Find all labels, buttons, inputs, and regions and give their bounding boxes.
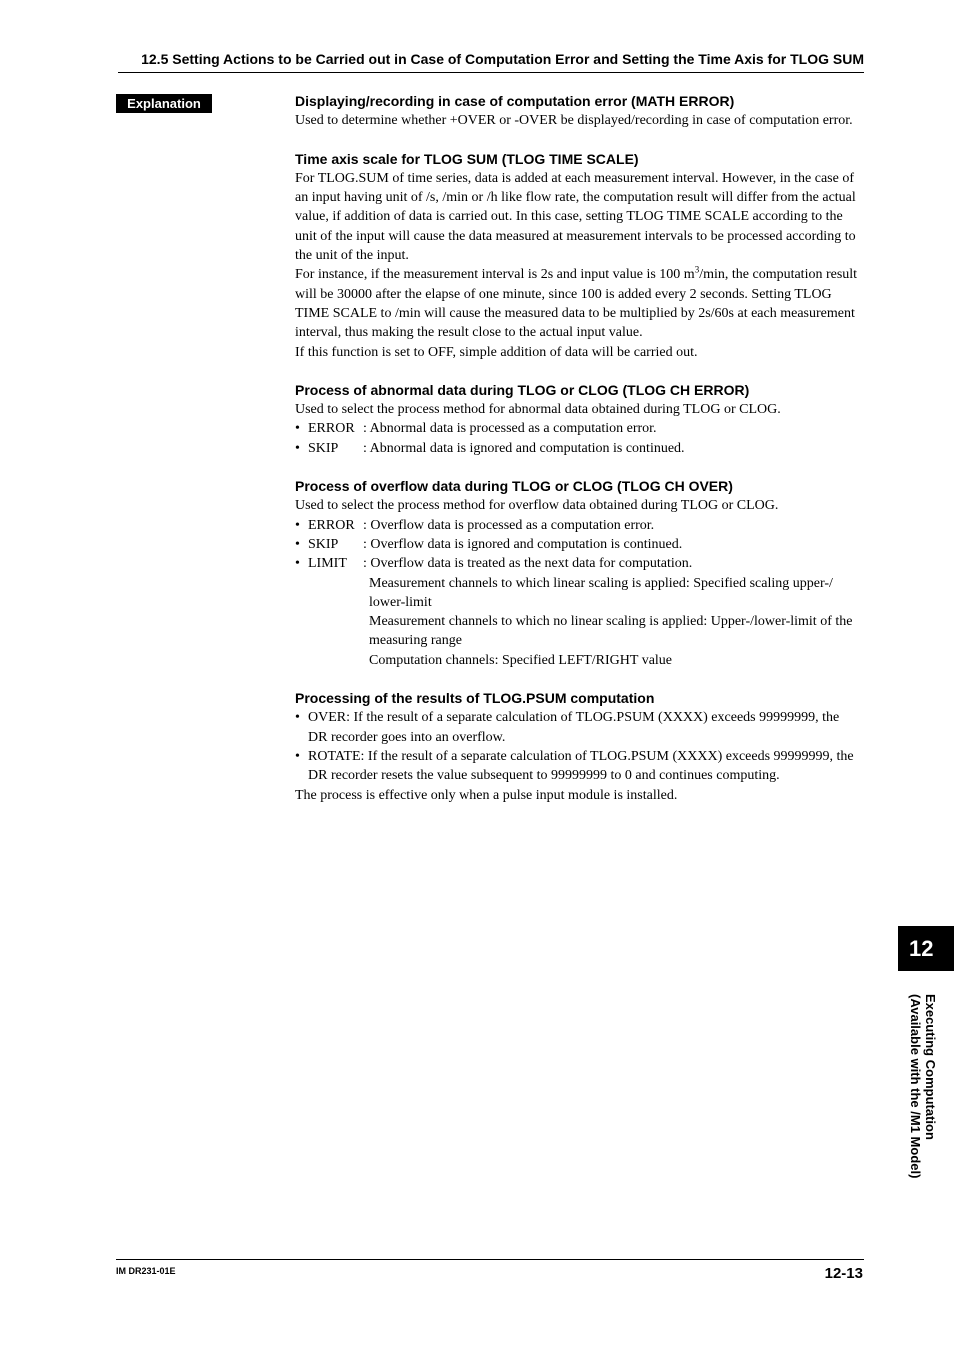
bullet-icon: • xyxy=(295,517,300,533)
section-note: The process is effective only when a pulse input module is installed. xyxy=(295,787,678,803)
section-paragraph: For TLOG.SUM of time series, data is added at each measurement interval. However, in the case of an input having unit of /s, /min or /h like flow rate, the computation result will differ from the actual value, if addition of data is carried out. In this case, setting TLOG TIME SCALE according to the unit of the input will cause the data measured at measurement intervals to be processed according to the unit of the input. xyxy=(295,170,856,264)
example-text-end: /min, the computation result will be 30000 after the elapse of one minute, since 100 is added every 2 seconds. Setting TLOG TIME SCALE to /min will cause the measured data to be multiplied by 2s/60s at each measurement interval, thus making the result close to the actual input value. xyxy=(295,267,858,341)
list-item xyxy=(295,535,862,554)
limit-detail-line: Measurement channels to which linear scaling is applied: Specified scaling upper-/ lower-limit xyxy=(369,575,833,610)
bullet-icon: • xyxy=(295,536,300,552)
section-paragraph: If this function is set to OFF, simple addition of data will be carried out. xyxy=(295,344,698,360)
list-item xyxy=(295,554,862,573)
example-text-start: For instance, if the measurement interval is 2s and input value is 100 m xyxy=(295,267,695,283)
header-divider xyxy=(118,72,864,73)
option-description: : Abnormal data is ignored and computation is continued. xyxy=(363,440,685,456)
bullet-icon: • xyxy=(295,748,300,764)
option-description: : Overflow data is ignored and computation is continued. xyxy=(363,536,683,552)
limit-detail-line: Measurement channels to which no linear scaling is applied: Upper-/lower-limit of the measuring range xyxy=(369,614,853,649)
document-id: IM DR231-01E xyxy=(116,1266,176,1276)
page-number: 12-13 xyxy=(824,1265,863,1282)
section-tlog-ch-error xyxy=(295,381,862,458)
list-item xyxy=(295,708,862,747)
option-description: : Overflow data is processed as a computation error. xyxy=(363,517,655,533)
list-item-text: OVER: If the result of a separate calculation of TLOG.PSUM (XXXX) exceeds 99999999, the DR recorder goes into an overflow. xyxy=(308,710,840,745)
section-paragraph-example xyxy=(295,265,862,342)
list-item-text: ROTATE: If the result of a separate calculation of TLOG.PSUM (XXXX) exceeds 99999999, the DR recorder resets the value subsequent to 99999999 to 0 and continues computing. xyxy=(308,748,854,784)
list-item xyxy=(295,747,862,786)
section-tlog-ch-over xyxy=(295,477,862,670)
page-header-title: 12.5 Setting Actions to be Carried out in Case of Computation Error and Setting the Time Axis for TLOG SUM xyxy=(141,51,864,67)
section-tlog-time-scale xyxy=(295,150,862,362)
option-key: LIMIT xyxy=(308,556,347,572)
bullet-icon: • xyxy=(295,556,300,572)
chapter-side-label-text xyxy=(908,994,938,1209)
explanation-label: Explanation xyxy=(116,94,212,113)
option-description: : Abnormal data is processed as a computation error. xyxy=(363,421,657,437)
superscript: 3 xyxy=(694,264,700,275)
bullet-icon: • xyxy=(295,440,300,456)
list-item xyxy=(295,439,862,458)
list-item xyxy=(295,516,862,535)
chapter-number-tab: 12 xyxy=(898,926,954,971)
footer-divider xyxy=(116,1259,864,1260)
section-intro: Used to select the process method for overflow data obtained during TLOG or CLOG. xyxy=(295,498,779,514)
section-tlog-psum xyxy=(295,689,862,805)
limit-detail-line: Computation channels: Specified LEFT/RIGHT value xyxy=(369,652,673,668)
main-content xyxy=(295,92,862,824)
section-paragraph: Used to determine whether +OVER or -OVER be displayed/recording in case of computation error. xyxy=(295,113,853,129)
chapter-side-label xyxy=(904,994,938,1209)
chapter-label-line: Executing Computation xyxy=(923,994,938,1140)
section-heading: Displaying/recording in case of computation error (MATH ERROR) xyxy=(295,93,735,109)
section-heading: Process of abnormal data during TLOG or CLOG (TLOG CH ERROR) xyxy=(295,381,750,398)
section-heading: Processing of the results of TLOG.PSUM computation xyxy=(295,690,655,707)
bullet-icon: • xyxy=(295,421,300,437)
option-key: ERROR xyxy=(308,421,355,437)
limit-details xyxy=(295,574,862,670)
section-heading: Process of overflow data during TLOG or CLOG (TLOG CH OVER) xyxy=(295,478,733,495)
bullet-icon: • xyxy=(295,710,300,726)
section-math-error xyxy=(295,92,862,131)
option-key: SKIP xyxy=(308,536,339,552)
list-item xyxy=(295,419,862,438)
option-key: ERROR xyxy=(308,517,355,533)
section-intro: Used to select the process method for abnormal data obtained during TLOG or CLOG. xyxy=(295,402,781,418)
chapter-label-line: (Available with the /M1 Model) xyxy=(908,994,923,1179)
option-description: : Overflow data is treated as the next data for computation. xyxy=(363,556,693,572)
option-key: SKIP xyxy=(308,440,339,456)
section-heading: Time axis scale for TLOG SUM (TLOG TIME SCALE) xyxy=(295,150,639,167)
